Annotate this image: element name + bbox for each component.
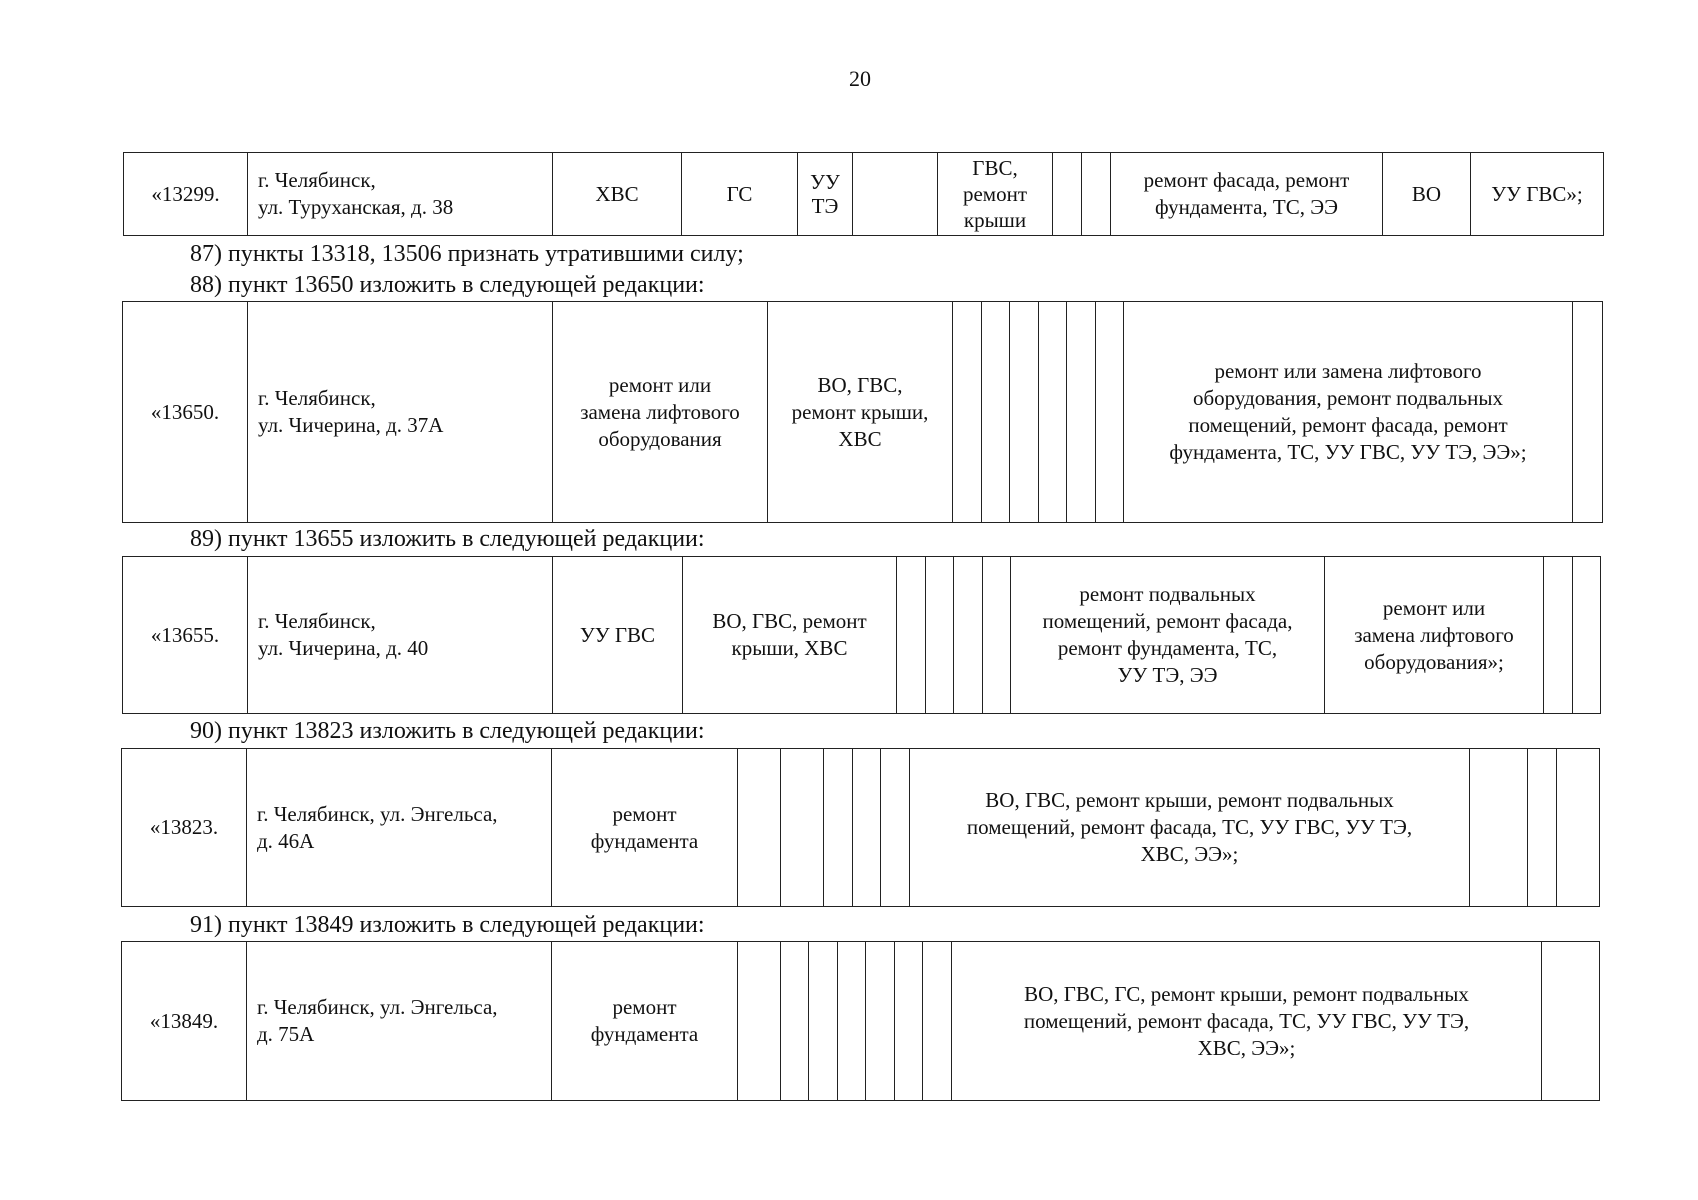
- table-cell: [824, 749, 853, 907]
- table-cell: [1053, 153, 1082, 236]
- item-number: «13299.: [124, 153, 248, 236]
- amendment-table-13655: [122, 556, 1601, 714]
- table-cell: ремонт фундамента: [552, 749, 738, 907]
- table-cell: [954, 557, 983, 714]
- table-cell: ремонт подвальных помещений, ремонт фасада, ремонт фундамента, ТС, УУ ТЭ, ЭЭ: [1011, 557, 1325, 714]
- table-cell: [1542, 942, 1600, 1101]
- address-cell: г. Челябинск, ул. Энгельса, д. 46А: [247, 749, 552, 907]
- table-cell: [781, 942, 809, 1101]
- table-cell: [853, 749, 881, 907]
- instruction-87: 87) пункты 13318, 13506 признать утратившими силу;: [190, 241, 744, 267]
- instruction-91: 91) пункт 13849 изложить в следующей редакции:: [190, 912, 705, 938]
- page-number: 20: [849, 66, 871, 91]
- table-cell: [881, 749, 910, 907]
- table-cell: ВО, ГВС, ремонт крыши, ХВС: [768, 302, 953, 523]
- item-number: «13655.: [123, 557, 248, 714]
- instruction-88: 88) пункт 13650 изложить в следующей редакции:: [190, 272, 705, 298]
- table-cell: [738, 942, 781, 1101]
- address-cell: г. Челябинск, ул. Чичерина, д. 40: [248, 557, 553, 714]
- table-cell: [897, 557, 926, 714]
- table-cell: [1082, 153, 1111, 236]
- item-number: «13823.: [122, 749, 247, 907]
- table-cell: ВО, ГВС, ГС, ремонт крыши, ремонт подвальных помещений, ремонт фасада, ТС, УУ ГВС, УУ ТЭ, ХВС, ЭЭ»;: [952, 942, 1542, 1101]
- table-cell: УУ ГВС»;: [1471, 153, 1604, 236]
- table-cell: [953, 302, 982, 523]
- table-cell: ВО: [1383, 153, 1471, 236]
- amendment-table-13650: [122, 301, 1603, 523]
- table-cell: [1544, 557, 1573, 714]
- table-cell: ремонт фундамента: [552, 942, 738, 1101]
- item-number: «13650.: [123, 302, 248, 523]
- table-cell: ВО, ГВС, ремонт крыши, ХВС: [683, 557, 897, 714]
- table-cell: [866, 942, 895, 1101]
- instruction-90: 90) пункт 13823 изложить в следующей редакции:: [190, 718, 705, 744]
- table-cell: [1010, 302, 1039, 523]
- table-cell: ремонт фасада, ремонт фундамента, ТС, ЭЭ: [1111, 153, 1383, 236]
- table-cell: [1557, 749, 1600, 907]
- table-cell: [1067, 302, 1096, 523]
- table-cell: [923, 942, 952, 1101]
- table-cell: УУ ГВС: [553, 557, 683, 714]
- table-cell: [838, 942, 866, 1101]
- amendment-table-13299: [123, 152, 1604, 236]
- table-cell: ГВС, ремонт крыши: [938, 153, 1053, 236]
- table-cell: [982, 302, 1010, 523]
- address-cell: г. Челябинск, ул. Чичерина, д. 37А: [248, 302, 553, 523]
- table-cell: ХВС: [553, 153, 682, 236]
- table-cell: [1039, 302, 1067, 523]
- table-cell: ВО, ГВС, ремонт крыши, ремонт подвальных помещений, ремонт фасада, ТС, УУ ГВС, УУ ТЭ, ХВС, ЭЭ»;: [910, 749, 1470, 907]
- table-cell: [809, 942, 838, 1101]
- item-number: «13849.: [122, 942, 247, 1101]
- table-cell: ГС: [682, 153, 798, 236]
- address-cell: г. Челябинск, ул. Энгельса, д. 75А: [247, 942, 552, 1101]
- address-cell: г. Челябинск, ул. Туруханская, д. 38: [248, 153, 553, 236]
- instruction-89: 89) пункт 13655 изложить в следующей редакции:: [190, 526, 705, 552]
- amendment-table-13849: [121, 941, 1600, 1101]
- table-cell: [853, 153, 938, 236]
- table-cell: [983, 557, 1011, 714]
- table-cell: [738, 749, 781, 907]
- table-cell: [1573, 557, 1601, 714]
- table-cell: [1470, 749, 1528, 907]
- table-cell: [1096, 302, 1124, 523]
- table-cell: [1573, 302, 1603, 523]
- table-cell: [781, 749, 824, 907]
- table-cell: ремонт или замена лифтового оборудования: [553, 302, 768, 523]
- table-cell: ремонт или замена лифтового оборудования, ремонт подвальных помещений, ремонт фасада, ремонт фундамента, ТС, УУ ГВС, УУ ТЭ, ЭЭ»;: [1124, 302, 1573, 523]
- amendment-table-13823: [121, 748, 1600, 907]
- table-cell: ремонт или замена лифтового оборудования»;: [1325, 557, 1544, 714]
- table-cell: [1528, 749, 1557, 907]
- table-cell: [926, 557, 954, 714]
- table-cell: УУ ТЭ: [798, 153, 853, 236]
- table-cell: [895, 942, 923, 1101]
